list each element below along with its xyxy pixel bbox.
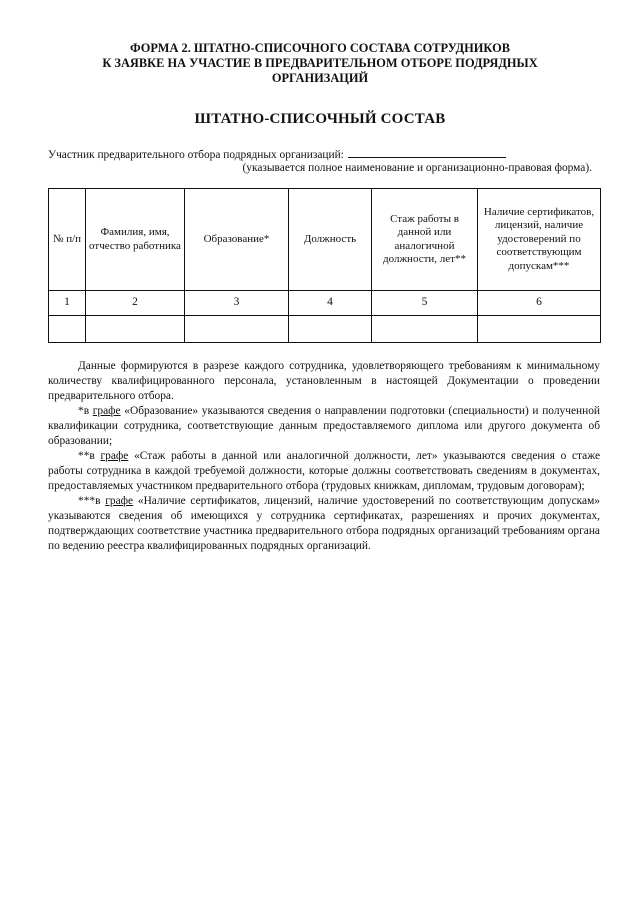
document-title: ШТАТНО-СПИСОЧНЫЙ СОСТАВ (194, 111, 446, 127)
footnote-certificates (48, 494, 600, 554)
footnote-text: «Стаж работы в данной или аналогичной должности, лет» указываются сведения о стаже работы сотрудника в каждой требуемой должности, которые должны соответствовать сведениям в документах, предоставляемых участником предварительного отбора (трудовых книжкам, дипломам, трудовым договорам); (48, 450, 601, 492)
participant-line (48, 146, 506, 162)
empty-cell (289, 316, 372, 343)
table-row (49, 316, 601, 343)
participant-label: Участник предварительного отбора подрядных организаций: (48, 149, 344, 161)
notes-section (48, 359, 600, 554)
form-heading-line-2: К ЗАЯВКЕ НА УЧАСТИЕ В ПРЕДВАРИТЕЛЬНОМ ОТБОРЕ ПОДРЯДНЫХ (102, 56, 538, 70)
empty-cell (86, 316, 185, 343)
form-heading (40, 41, 600, 86)
column-number: 3 (185, 291, 289, 316)
column-number: 2 (86, 291, 185, 316)
column-number: 5 (372, 291, 478, 316)
empty-cell (185, 316, 289, 343)
empty-cell (49, 316, 86, 343)
footnote-education (48, 404, 600, 449)
participant-note: (указывается полное наименование и организационно-правовая форма). (242, 162, 592, 174)
footnote-reference: графе (100, 450, 129, 462)
column-header-education: Образование* (185, 189, 289, 291)
footnote-mark: **в (78, 450, 101, 462)
column-header-certificates: Наличие сертификатов, лицензий, наличие удостоверений по соответствующим допускам*** (478, 189, 601, 291)
table-header-row (49, 189, 601, 291)
column-number-row (49, 291, 601, 316)
participant-name-blank (348, 146, 506, 158)
footnote-reference: графе (92, 405, 121, 417)
form-heading-line-3: ОРГАНИЗАЦИЙ (271, 71, 369, 85)
column-number: 1 (49, 291, 86, 316)
footnote-mark: *в (78, 405, 93, 417)
column-number: 6 (478, 291, 601, 316)
footnote-mark: ***в (78, 495, 106, 507)
notes-intro: Данные формируются в разрезе каждого сотрудника, удовлетворяющего требованиям к минимальному количеству квалифицированного персонала, установленным в настоящей Документации о проведении предварительного отбора. (48, 360, 600, 402)
empty-cell (372, 316, 478, 343)
empty-cell (478, 316, 601, 343)
footnote-text: «Образование» указываются сведения о направлении подготовки (специальности) и полученной квалификации сотрудника, соответствующие данным предоставляемого диплома или другого документа об образовании; (48, 405, 600, 447)
column-header-full-name: Фамилия, имя, отчество работника (86, 189, 185, 291)
footnote-experience (48, 449, 600, 494)
form-heading-line-1: ФОРМА 2. ШТАТНО-СПИСОЧНОГО СОСТАВА СОТРУДНИКОВ (130, 41, 510, 55)
column-header-number: № п/п (49, 189, 86, 291)
column-header-position: Должность (289, 189, 372, 291)
footnote-text: «Наличие сертификатов, лицензий, наличие удостоверений по соответствующим допускам» указываются сведения об имеющихся у сотрудника сертификатах, разрешениях и прочих документах, подтверждающих соответствие участника предварительного отбора подрядных организаций требованиям органа по ведению реестра квалифицированных подрядных организаций. (48, 495, 600, 552)
footnote-reference: графе (105, 495, 134, 507)
staff-table (48, 188, 601, 343)
column-number: 4 (289, 291, 372, 316)
column-header-experience: Стаж работы в данной или аналогичной должности, лет** (372, 189, 478, 291)
